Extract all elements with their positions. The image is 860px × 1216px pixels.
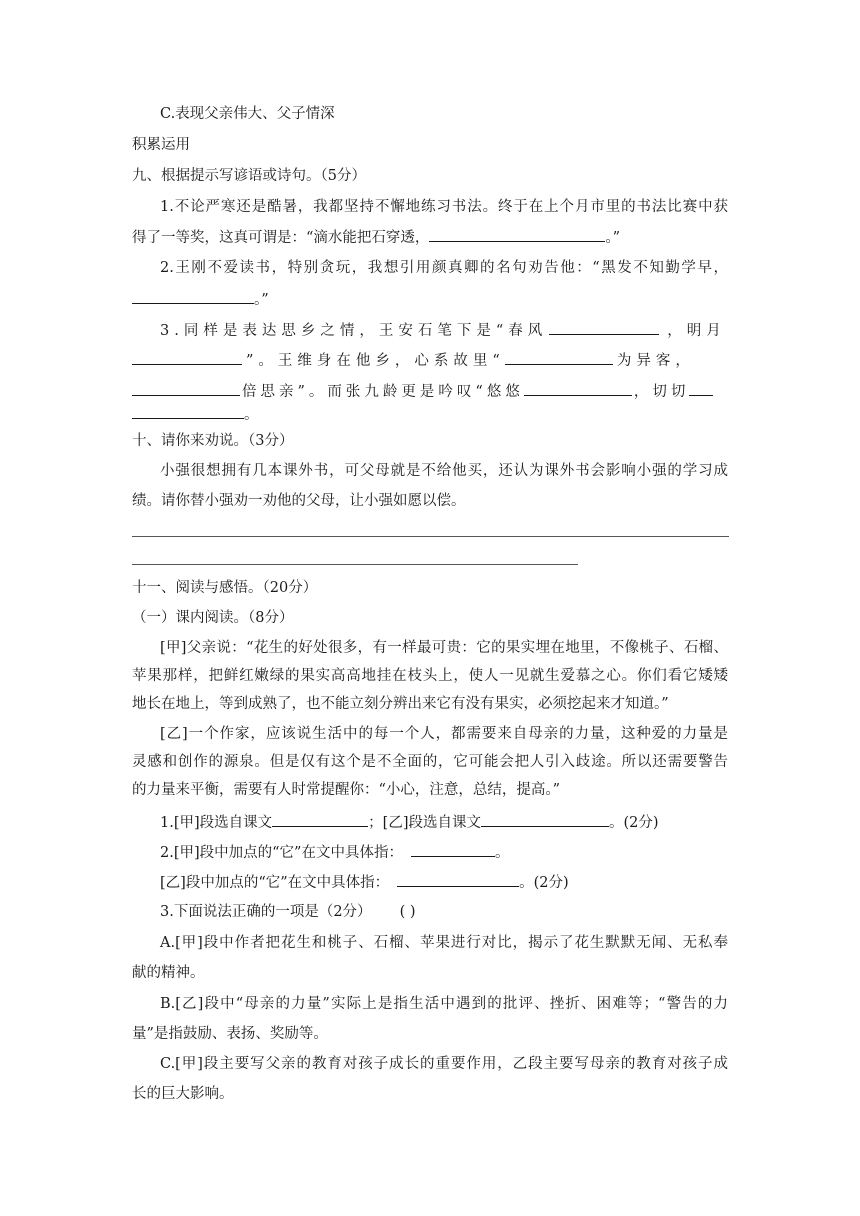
q11-subsection-title: （一）课内阅读。（8分） bbox=[132, 610, 294, 626]
q11-3-answer-paren[interactable]: ( ) bbox=[399, 904, 416, 920]
q11-1-text-a: 1.[甲]段选自课文 bbox=[160, 815, 273, 831]
passage-jia-line1: [甲]父亲说：“花生的好处很多，有一样最可贵：它的果实埋在地里，不像桃子、石榴、 bbox=[160, 640, 728, 656]
q9-item3-blank-2[interactable] bbox=[132, 350, 242, 365]
q11-2 bbox=[160, 842, 509, 863]
q10-answer-line-2[interactable] bbox=[132, 564, 578, 565]
option-b-line2: 量”是指鼓励、表扬、奖励等。 bbox=[132, 1026, 328, 1042]
q9-title: 九、根据提示写谚语或诗句。（5分） bbox=[132, 168, 366, 184]
q11-1-text-c: 。(2分) bbox=[608, 815, 659, 831]
passage-yi-line1: [乙]一个作家，应该说生活中的每一个人，都需要来自母亲的力量，这种爱的力量是 bbox=[160, 726, 728, 742]
q9-item1-end: 。” bbox=[605, 230, 621, 246]
option-b-line1[interactable]: B.[乙]段中“母亲的力量”实际上是指生活中遇到的批评、挫折、困难等；“警告的力 bbox=[160, 996, 728, 1012]
q9-item1-answer-blank[interactable] bbox=[429, 227, 605, 242]
q11-2b-text-a: [乙]段中加点的“它”在文中具体指： bbox=[160, 875, 390, 891]
q11-3-text: 3.下面说法正确的一项是（2分） bbox=[160, 904, 372, 920]
q9-item3-line2 bbox=[132, 350, 695, 371]
q11-1-blank-jia[interactable] bbox=[272, 812, 368, 827]
passage-jia-line2: 苹果那样，把鲜红嫩绿的果实高高地挂在枝头上，使人一见就生爱慕之心。你们看它矮矮 bbox=[132, 668, 728, 684]
q11-3 bbox=[160, 902, 416, 922]
q9-item3-blank-4[interactable] bbox=[132, 381, 240, 396]
q9-item3-blank-6a[interactable] bbox=[689, 381, 713, 396]
q11-2b-text-b: 。(2分) bbox=[519, 875, 569, 891]
passage-yi-line3: 的力量来平衡，需要有人时常提醒你：“小心，注意，总结，提高。” bbox=[132, 782, 561, 798]
q11-2-text-a: 2.[甲]段中加点的“它”在文中具体指： bbox=[160, 845, 403, 861]
q9-item1-line1: 1.不论严寒还是酷暑，我都坚持不懈地练习书法。终于在上个月市里的书法比赛中获 bbox=[160, 199, 728, 215]
section-label: 积累运用 bbox=[132, 137, 190, 153]
q9-item3-text-c: ”。王维身在他乡，心系故里“ bbox=[246, 353, 505, 369]
passage-yi-line2: 灵感和创作的源泉。但是仅有这个是不全面的，它可能会把人引入歧途。所以还需要警告 bbox=[132, 754, 728, 770]
q9-item3-line1 bbox=[160, 320, 726, 341]
q9-item3-text-f: ，切切 bbox=[633, 384, 690, 400]
q9-item3-line4 bbox=[132, 404, 259, 425]
q9-item2-line1: 2.王刚不爱读书，特别贪玩，我想引用颜真卿的名句劝告他：“黑发不知勤学早， bbox=[160, 260, 728, 276]
q9-item3-text-a: 3.同样是表达思乡之情，王安石笔下是“春风 bbox=[160, 323, 548, 339]
q11-2-blank-jia[interactable] bbox=[411, 842, 495, 857]
q10-prompt-line1: 小强很想拥有几本课外书，可父母就是不给他买，还认为课外书会影响小强的学习成 bbox=[160, 463, 728, 479]
q11-1-blank-yi[interactable] bbox=[481, 812, 609, 827]
q10-prompt-line2: 绩。请你替小强劝一劝他的父母，让小强如愿以偿。 bbox=[132, 493, 466, 509]
option-c-line1[interactable]: C.[甲]段主要写父亲的教育对孩子成长的重要作用，乙段主要写母亲的教育对孩子成 bbox=[160, 1056, 728, 1072]
q9-item2-end: 。” bbox=[254, 292, 269, 308]
q9-item3-text-d: 为异客， bbox=[616, 353, 695, 369]
q9-item2-line2 bbox=[132, 289, 269, 310]
passage-jia-line3: 地长在地上，等到成熟了，也不能立刻分辨出来它有没有果实，必须挖起来才知道。” bbox=[132, 696, 669, 712]
q11-1-text-b: ；[乙]段选自课文 bbox=[368, 815, 481, 831]
q11-1 bbox=[160, 812, 659, 833]
option-a-line2: 献的精神。 bbox=[132, 965, 205, 981]
q9-item1-text: 得了一等奖，这真可谓是：“滴水能把石穿透， bbox=[132, 230, 430, 246]
q11-2b bbox=[160, 872, 569, 893]
previous-option-c: C.表现父亲伟大、父子情深 bbox=[160, 106, 335, 122]
q9-item3-blank-1[interactable] bbox=[549, 320, 659, 335]
option-a-line1[interactable]: A.[甲]段中作者把花生和桃子、石榴、苹果进行对比，揭示了花生默默无闻、无私奉 bbox=[160, 935, 728, 951]
q9-item1-line2 bbox=[132, 227, 620, 248]
q11-2-blank-yi[interactable] bbox=[397, 872, 519, 887]
q10-answer-line-1[interactable] bbox=[132, 536, 729, 537]
option-c-line2: 长的巨大影响。 bbox=[132, 1086, 234, 1102]
q9-item3-text-b: ，明月 bbox=[667, 323, 726, 339]
q11-2-text-b: 。 bbox=[494, 845, 510, 861]
q9-item3-blank-3[interactable] bbox=[505, 350, 613, 365]
q9-item3-blank-5[interactable] bbox=[524, 381, 632, 396]
q10-title: 十、请你来劝说。（3分） bbox=[132, 433, 294, 449]
q9-item3-end: 。 bbox=[244, 407, 259, 423]
q11-title: 十一、阅读与感悟。（20分） bbox=[132, 580, 318, 596]
q9-item2-answer-blank[interactable] bbox=[132, 289, 254, 304]
q9-item3-blank-6b[interactable] bbox=[132, 404, 244, 419]
q9-item3-line3 bbox=[132, 381, 713, 402]
q9-item3-text-e: 倍思亲”。而张九龄更是吟叹“悠悠 bbox=[242, 384, 524, 400]
